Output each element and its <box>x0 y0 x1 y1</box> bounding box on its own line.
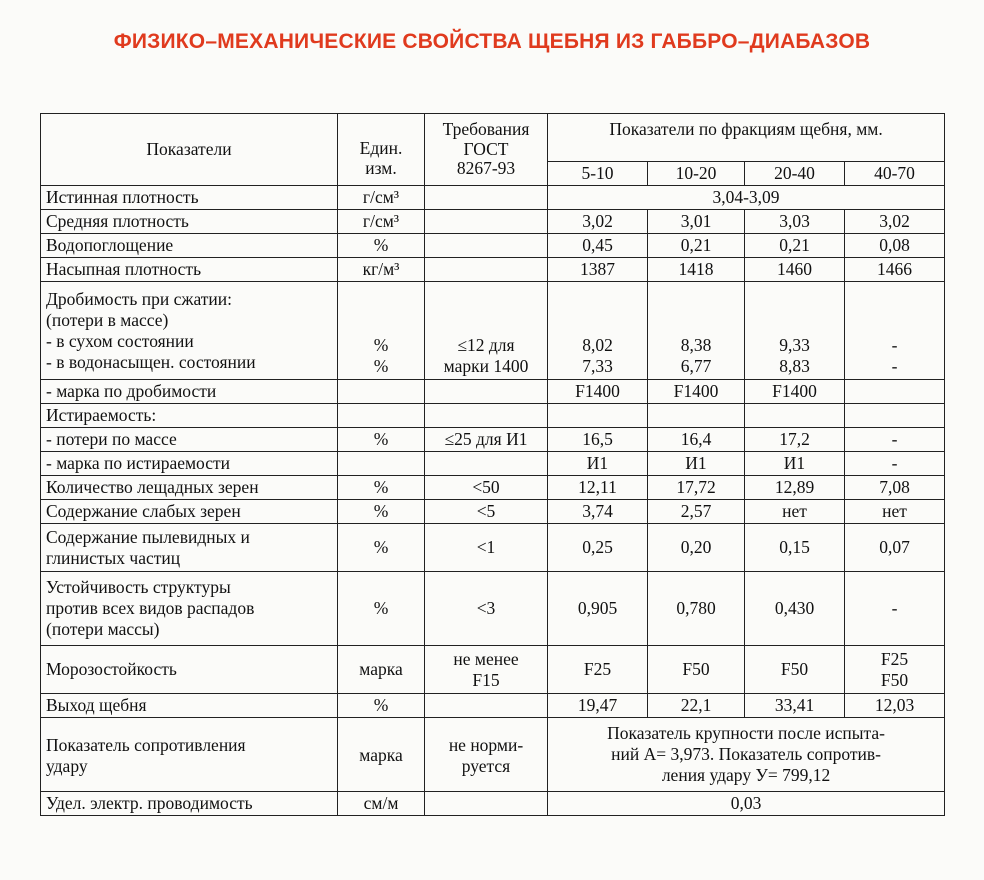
row-gost <box>425 186 548 210</box>
row-unit <box>338 380 425 404</box>
row-unit: % <box>338 572 425 646</box>
header-fraction-40-70: 40-70 <box>845 162 945 186</box>
row-gost <box>425 646 548 694</box>
table-row <box>41 694 945 718</box>
row-value: 17,72 <box>648 476 745 500</box>
row-gost <box>425 210 548 234</box>
row-name-line: Содержание пылевидных и <box>46 526 250 547</box>
row-value: F1400 <box>548 380 648 404</box>
row-unit <box>338 452 425 476</box>
row-name-line: против всех видов распадов <box>46 598 255 618</box>
row-value: И1 <box>745 452 845 476</box>
header-fraction-10-20: 10-20 <box>648 162 745 186</box>
table-row <box>41 380 945 404</box>
row-value: 0,20 <box>648 524 745 572</box>
value-wet: 7,33 <box>582 356 613 376</box>
row-gost <box>425 452 548 476</box>
row-value: И1 <box>648 452 745 476</box>
row-gost <box>425 282 548 380</box>
row-unit: % <box>338 234 425 258</box>
row-gost <box>425 258 548 282</box>
row-value <box>548 718 945 792</box>
header-fractions: Показатели по фракциям щебня, мм. <box>548 114 945 162</box>
row-value: И1 <box>548 452 648 476</box>
table-row <box>41 646 945 694</box>
header-gost-line1: Требования <box>442 118 530 139</box>
row-name: Выход щебня <box>41 694 338 718</box>
row-unit: г/см³ <box>338 210 425 234</box>
row-value <box>548 404 648 428</box>
header-fraction-20-40: 20-40 <box>745 162 845 186</box>
row-value: 0,780 <box>648 572 745 646</box>
row-name <box>41 572 338 646</box>
row-value <box>648 404 745 428</box>
row-name: Истираемость: <box>41 404 338 428</box>
value-dry: - <box>891 335 898 355</box>
value-wet: - <box>891 356 898 376</box>
row-gost-line: F15 <box>472 669 500 690</box>
row-value: 0,07 <box>845 524 945 572</box>
row-name: Средняя плотность <box>41 210 338 234</box>
row-unit: марка <box>338 718 425 792</box>
row-gost <box>425 792 548 816</box>
row-unit: % <box>338 524 425 572</box>
row-name: Насыпная плотность <box>41 258 338 282</box>
row-value: 12,11 <box>548 476 648 500</box>
row-value: 1387 <box>548 258 648 282</box>
row-value <box>845 282 945 380</box>
row-value: 1466 <box>845 258 945 282</box>
row-name: - марка по дробимости <box>41 380 338 404</box>
row-value <box>845 380 945 404</box>
row-gost <box>425 380 548 404</box>
row-unit: % <box>338 476 425 500</box>
row-gost-line: ≤12 для <box>457 335 515 355</box>
row-value: 12,89 <box>745 476 845 500</box>
row-value: - <box>845 452 945 476</box>
row-value: 19,47 <box>548 694 648 718</box>
row-gost-line: не норми- <box>448 734 524 755</box>
row-value: - <box>845 572 945 646</box>
row-value: 0,21 <box>648 234 745 258</box>
header-unit <box>338 114 425 186</box>
header-gost-line2: ГОСТ <box>463 138 509 159</box>
row-value: 0,905 <box>548 572 648 646</box>
row-unit: % <box>338 428 425 452</box>
row-value: 17,2 <box>745 428 845 452</box>
table-row <box>41 792 945 816</box>
row-value: 3,01 <box>648 210 745 234</box>
value-line: ления удару У= 799,12 <box>661 765 831 785</box>
row-value: 33,41 <box>745 694 845 718</box>
row-name: - марка по истираемости <box>41 452 338 476</box>
row-unit: г/см³ <box>338 186 425 210</box>
row-gost-line: марки 1400 <box>443 356 529 376</box>
header-gost-line3: 8267-93 <box>456 158 516 179</box>
header-fraction-5-10: 5-10 <box>548 162 648 186</box>
row-value: 0,21 <box>745 234 845 258</box>
page-title: ФИЗИКО–МЕХАНИЧЕСКИЕ СВОЙСТВА ЩЕБНЯ ИЗ ГАББРО–ДИАБАЗОВ <box>113 30 871 53</box>
row-value: 0,15 <box>745 524 845 572</box>
row-value: 22,1 <box>648 694 745 718</box>
row-value: 12,03 <box>845 694 945 718</box>
row-value <box>648 282 745 380</box>
row-value: 2,57 <box>648 500 745 524</box>
row-value: 3,03 <box>745 210 845 234</box>
value-line: ний А= 3,973. Показатель сопротив- <box>611 744 881 764</box>
value-wet: 6,77 <box>680 356 712 376</box>
value-dry: 9,33 <box>779 335 810 355</box>
table-row <box>41 234 945 258</box>
table-header-row <box>41 114 945 162</box>
row-gost-line: не менее <box>453 648 519 669</box>
value-wet: 8,83 <box>779 356 810 376</box>
value-line: F50 <box>880 669 909 690</box>
row-gost <box>425 718 548 792</box>
row-value: 3,02 <box>845 210 945 234</box>
row-name-line: Показатель сопротивления <box>46 734 246 755</box>
header-indicators: Показатели <box>41 114 338 186</box>
row-unit <box>338 282 425 380</box>
value-dry: 8,02 <box>582 335 613 355</box>
row-value <box>845 646 945 694</box>
table-row <box>41 572 945 646</box>
table-row <box>41 404 945 428</box>
row-gost: <5 <box>425 500 548 524</box>
row-name-line: - в водонасыщен. состоянии <box>46 351 256 372</box>
header-unit-line2: изм. <box>365 157 397 178</box>
row-value: 3,74 <box>548 500 648 524</box>
row-gost <box>425 694 548 718</box>
row-name: Удел. электр. проводимость <box>41 792 338 816</box>
row-value <box>745 282 845 380</box>
row-value: 0,45 <box>548 234 648 258</box>
row-unit <box>338 404 425 428</box>
table-row <box>41 476 945 500</box>
table-row <box>41 718 945 792</box>
row-name <box>41 524 338 572</box>
row-value: 16,5 <box>548 428 648 452</box>
table-row <box>41 428 945 452</box>
row-unit: кг/м³ <box>338 258 425 282</box>
row-gost <box>425 234 548 258</box>
row-gost <box>425 404 548 428</box>
row-unit: см/м <box>338 792 425 816</box>
row-value: - <box>845 428 945 452</box>
row-name: Морозостойкость <box>41 646 338 694</box>
table-row <box>41 186 945 210</box>
row-unit: марка <box>338 646 425 694</box>
table-row <box>41 210 945 234</box>
row-value: нет <box>745 500 845 524</box>
row-name-line: - в сухом состоянии <box>46 330 194 351</box>
row-name: - потери по массе <box>41 428 338 452</box>
row-gost-line: руется <box>461 755 511 776</box>
row-name: Содержание слабых зерен <box>41 500 338 524</box>
row-name-line: глинистых частиц <box>46 547 181 568</box>
value-line: F25 <box>880 648 909 669</box>
row-value <box>845 404 945 428</box>
row-unit: % <box>338 694 425 718</box>
table-row <box>41 258 945 282</box>
row-value: F50 <box>648 646 745 694</box>
row-name: Истинная плотность <box>41 186 338 210</box>
row-value <box>745 404 845 428</box>
row-name <box>41 282 338 380</box>
row-value: 0,25 <box>548 524 648 572</box>
row-name-line: Дробимость при сжатии: <box>46 288 233 309</box>
row-unit-wet: % <box>373 356 389 376</box>
row-name-line: (потери массы) <box>46 619 160 639</box>
table-row <box>41 282 945 380</box>
row-gost: <3 <box>425 572 548 646</box>
row-value: 3,02 <box>548 210 648 234</box>
row-gost: <1 <box>425 524 548 572</box>
row-name-line: удару <box>46 755 88 776</box>
row-value: нет <box>845 500 945 524</box>
row-value: F1400 <box>648 380 745 404</box>
table-row <box>41 500 945 524</box>
row-name-line: (потери в массе) <box>46 309 169 330</box>
row-gost: ≤25 для И1 <box>425 428 548 452</box>
row-value: F1400 <box>745 380 845 404</box>
properties-table <box>40 113 945 816</box>
row-value <box>548 282 648 380</box>
header-unit-line1: Един. <box>359 137 403 158</box>
row-value: 16,4 <box>648 428 745 452</box>
row-name: Водопоглощение <box>41 234 338 258</box>
row-gost: <50 <box>425 476 548 500</box>
row-value: 1460 <box>745 258 845 282</box>
value-dry: 8,38 <box>680 335 712 355</box>
value-line: Показатель крупности после испыта- <box>607 723 885 743</box>
row-value: 3,04-3,09 <box>548 186 945 210</box>
table-row <box>41 524 945 572</box>
row-value: 0,03 <box>548 792 945 816</box>
row-value: 7,08 <box>845 476 945 500</box>
row-unit: % <box>338 500 425 524</box>
row-name: Количество лещадных зерен <box>41 476 338 500</box>
row-name <box>41 718 338 792</box>
row-value: F25 <box>548 646 648 694</box>
table-row <box>41 452 945 476</box>
row-name-line: Устойчивость структуры <box>46 577 231 597</box>
row-unit-dry: % <box>373 335 389 355</box>
row-value: 0,430 <box>745 572 845 646</box>
row-value: 1418 <box>648 258 745 282</box>
row-value: 0,08 <box>845 234 945 258</box>
header-gost <box>425 114 548 186</box>
row-value: F50 <box>745 646 845 694</box>
